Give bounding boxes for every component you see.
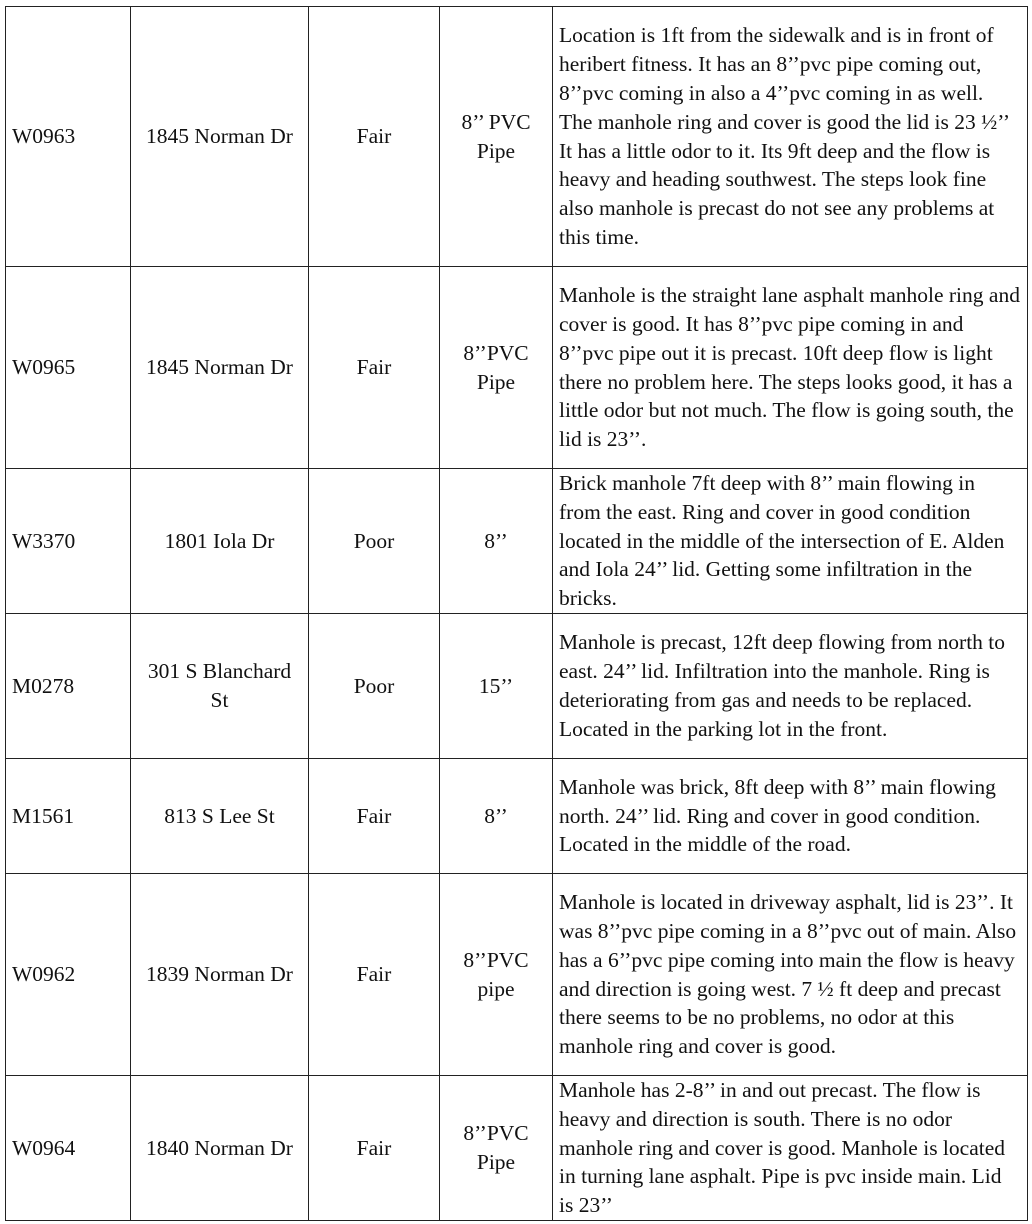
condition: Fair bbox=[309, 267, 440, 469]
pipe-size: 15’’ bbox=[440, 614, 553, 759]
manhole-id: W0962 bbox=[6, 874, 131, 1076]
description: Brick manhole 7ft deep with 8’’ main flowing in from the east. Ring and cover in good condition located in the middle of the intersection of E. Alden and Iola 24’’ lid. Getting some infiltration in the bricks. bbox=[553, 469, 1028, 614]
description: Manhole is precast, 12ft deep flowing from north to east. 24’’ lid. Infiltration into the manhole. Ring is deteriorating from gas and needs to be replaced. Located in the parking lot in the front. bbox=[553, 614, 1028, 759]
address: 1845 Norman Dr bbox=[131, 267, 309, 469]
manhole-id: W0963 bbox=[6, 7, 131, 267]
pipe-size: 8’’ PVC Pipe bbox=[440, 7, 553, 267]
condition: Fair bbox=[309, 759, 440, 874]
pipe-size: 8’’ bbox=[440, 759, 553, 874]
condition: Fair bbox=[309, 7, 440, 267]
table-row bbox=[6, 614, 1028, 759]
table-row bbox=[6, 469, 1028, 614]
condition: Poor bbox=[309, 614, 440, 759]
address: 1840 Norman Dr bbox=[131, 1076, 309, 1221]
table-row bbox=[6, 874, 1028, 1076]
pipe-size: 8’’PVC Pipe bbox=[440, 267, 553, 469]
manhole-id: M0278 bbox=[6, 614, 131, 759]
manhole-id: W3370 bbox=[6, 469, 131, 614]
manhole-id: M1561 bbox=[6, 759, 131, 874]
description: Manhole was brick, 8ft deep with 8’’ main flowing north. 24’’ lid. Ring and cover in good condition. Located in the middle of the road. bbox=[553, 759, 1028, 874]
pipe-size: 8’’PVC pipe bbox=[440, 874, 553, 1076]
condition: Poor bbox=[309, 469, 440, 614]
description: Manhole has 2-8’’ in and out precast. The flow is heavy and direction is south. There is no odor manhole ring and cover is good. Manhole is located in turning lane asphalt. Pipe is pvc inside main. Lid is 23’’ bbox=[553, 1076, 1028, 1221]
manhole-id: W0964 bbox=[6, 1076, 131, 1221]
description: Manhole is located in driveway asphalt, lid is 23’’. It was 8’’pvc pipe coming in a 8’’pvc out of main. Also has a 6’’pvc pipe coming into main the flow is heavy and direction is going west. 7 ½ ft deep and precast there seems to be no problems, no odor at this manhole ring and cover is good. bbox=[553, 874, 1028, 1076]
table-row bbox=[6, 267, 1028, 469]
table-row bbox=[6, 7, 1028, 267]
manhole-id: W0965 bbox=[6, 267, 131, 469]
address: 813 S Lee St bbox=[131, 759, 309, 874]
condition: Fair bbox=[309, 1076, 440, 1221]
pipe-size: 8’’ bbox=[440, 469, 553, 614]
address: 1801 Iola Dr bbox=[131, 469, 309, 614]
description: Location is 1ft from the sidewalk and is in front of heribert fitness. It has an 8’’pvc pipe coming out, 8’’pvc coming in also a 4’’pvc coming in as well. The manhole ring and cover is good the lid is 23 ½’’ It has a little odor to it. Its 9ft deep and the flow is heavy and heading southwest. The steps look fine also manhole is precast do not see any problems at this time. bbox=[553, 7, 1028, 267]
address: 1839 Norman Dr bbox=[131, 874, 309, 1076]
table-row bbox=[6, 1076, 1028, 1221]
table-row bbox=[6, 759, 1028, 874]
address: 1845 Norman Dr bbox=[131, 7, 309, 267]
manhole-inspection-table bbox=[5, 6, 1028, 1221]
condition: Fair bbox=[309, 874, 440, 1076]
address: 301 S Blanchard St bbox=[131, 614, 309, 759]
description: Manhole is the straight lane asphalt manhole ring and cover is good. It has 8’’pvc pipe coming in and 8’’pvc pipe out it is precast. 10ft deep flow is light there no problem here. The steps looks good, it has a little odor but not much. The flow is going south, the lid is 23’’. bbox=[553, 267, 1028, 469]
pipe-size: 8’’PVC Pipe bbox=[440, 1076, 553, 1221]
